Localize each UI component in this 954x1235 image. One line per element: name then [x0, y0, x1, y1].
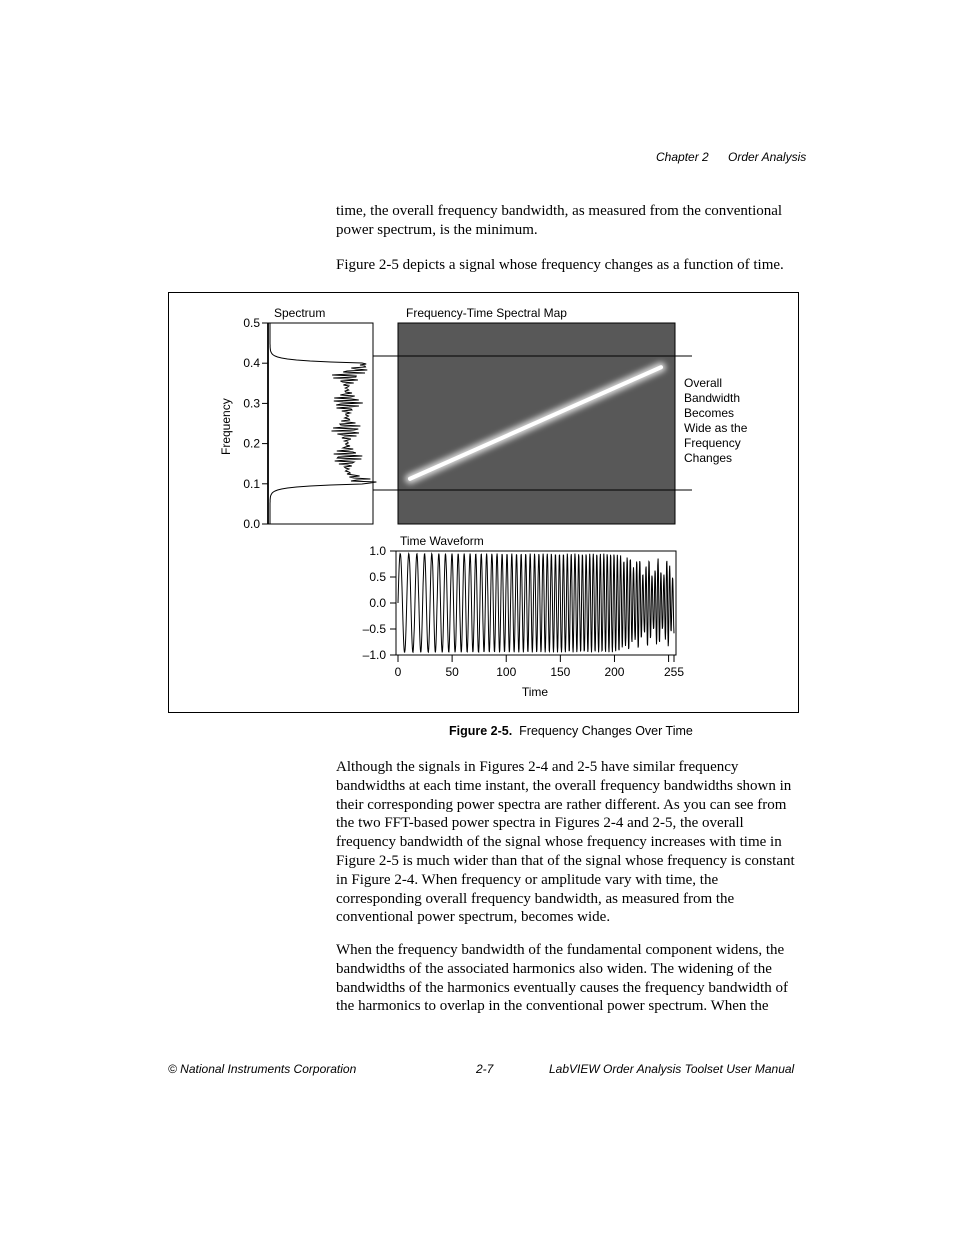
frequency-axis-label: Frequency [219, 398, 233, 455]
amplitude-tick-label: –0.5 [362, 622, 386, 636]
paragraph-2: Figure 2-5 depicts a signal whose frequency changes as a function of time. [336, 257, 784, 273]
figure-2-5 [168, 292, 799, 713]
spectrum-title: Spectrum [274, 306, 326, 320]
frequency-tick-label: 0.1 [243, 476, 260, 491]
amplitude-tick-label: 0.0 [369, 596, 386, 610]
figure-caption [449, 724, 693, 738]
footer-copyright: © National Instruments Corporation [168, 1062, 357, 1076]
time-waveform [398, 554, 674, 653]
annotation-line: Becomes [684, 406, 735, 420]
spectrum-frame [268, 323, 373, 524]
paragraph-1: time, the overall frequency bandwidth, as measured from the conventional power spectrum, is the minimum. [336, 203, 783, 238]
bandwidth-annotation [684, 376, 748, 465]
frequency-tick-label: 0.4 [243, 356, 260, 371]
amplitude-tick-label: 0.5 [369, 570, 386, 584]
annotation-line: Frequency [684, 436, 741, 450]
time-tick-label: 0 [394, 665, 402, 679]
figure-caption-text: Frequency Changes Over Time [519, 724, 693, 738]
spectrum-curve [270, 323, 376, 524]
time-tick-label: 100 [496, 665, 517, 679]
frequency-tick-label: 0.3 [243, 396, 260, 411]
waveform-title: Time Waveform [400, 534, 484, 548]
header-section: Order Analysis [728, 150, 807, 164]
annotation-line: Bandwidth [684, 391, 741, 405]
footer-page-number: 2-7 [476, 1062, 494, 1076]
amplitude-tick-label: 1.0 [369, 544, 386, 558]
time-ticks [395, 655, 685, 679]
frequency-tick-label: 0.0 [243, 517, 260, 531]
figure-caption-label: Figure 2-5. [449, 724, 513, 738]
frequency-tick-label: 0.2 [243, 436, 260, 451]
frequency-tick-label: 0.5 [243, 316, 260, 330]
time-tick-label: 150 [550, 665, 571, 679]
header-chapter: Chapter 2 [656, 150, 709, 164]
paragraph-4: When the frequency bandwidth of the fundamental component widens, the bandwidths of the associated harmonics also widen. The widening of the bandwidths of the harmonics eventually causes the frequency bandwidth of the harmonics to overlap in the conventional power spectrum. When the [336, 942, 788, 1015]
time-tick-label: 50 [445, 665, 459, 679]
annotation-line: Changes [684, 451, 733, 465]
frequency-ticks [243, 316, 268, 531]
time-tick-label: 255 [663, 665, 685, 679]
amplitude-ticks [363, 544, 396, 662]
footer-manual-title: LabVIEW Order Analysis Toolset User Manual [549, 1062, 795, 1076]
annotation-line: Overall [684, 376, 723, 390]
time-axis-label: Time [521, 685, 549, 699]
amplitude-tick-label: –1.0 [362, 648, 386, 662]
map-title: Frequency-Time Spectral Map [406, 306, 567, 320]
time-tick-label: 200 [604, 665, 625, 679]
annotation-line: Wide as the [684, 421, 748, 435]
paragraph-3: Although the signals in Figures 2-4 and 2-5 have similar frequency bandwidths at each time instant, the overall frequency bandwidths shown in their corresponding power spectra are rather different. As you can see from the two FFT-based power spectra in Figures 2-4 and 2-5, the overall frequency bandwidth of the signal whose frequency increases with time in Figure 2-5 is much wider than that of the signal whose frequency is constant in Figure 2-4. When frequency or amplitude vary with time, the corresponding overall frequency bandwidth, as measured from the conventional power spectrum, becomes wide. [336, 759, 795, 926]
figure-graphic [169, 293, 800, 714]
